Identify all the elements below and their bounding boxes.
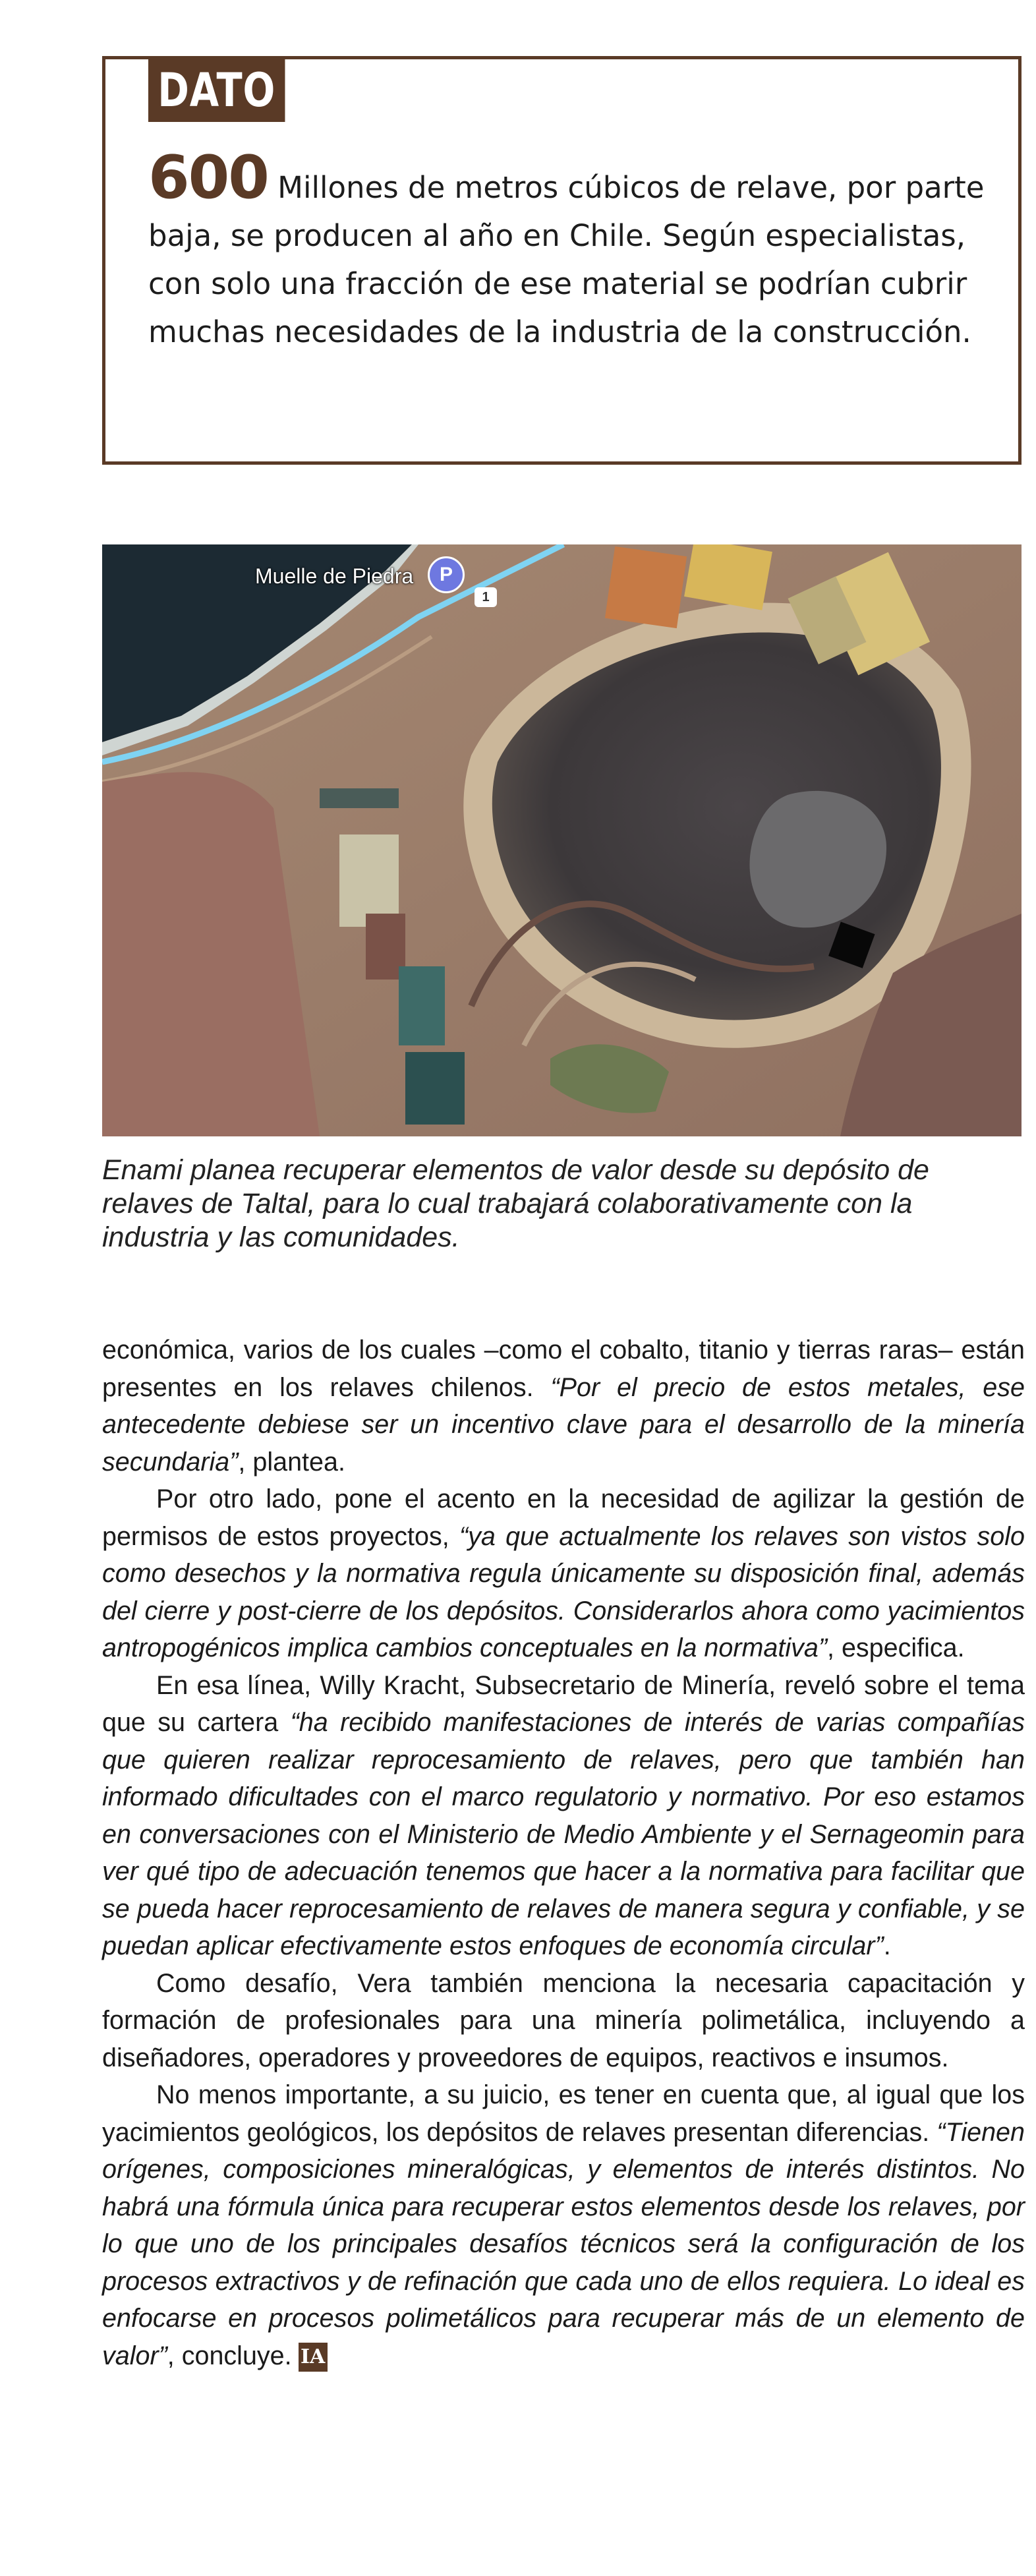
dato-box: [102, 56, 1022, 465]
parking-pin-icon[interactable]: P: [428, 556, 465, 593]
dato-description: Millones de metros cúbicos de relave, por parte baja, se producen al año en Chile. Según especialistas, con solo una fracción de ese material se podrían cubrir muchas necesidades de la industria de la construcción.: [148, 170, 985, 349]
paragraph-2: Por otro lado, pone el acento en la necesidad de agilizar la gestión de permisos de estos proyectos, “ya que actualmente los relaves son vistos solo como desechos y la normativa regula únicamente su disposición final, además del cierre y post-cierre de los depósitos. Considerarlos ahora como yacimientos antropogénicos implica cambios conceptuales en la normativa”, especifica.: [102, 1484, 1025, 1662]
satellite-image: [102, 544, 1022, 1136]
map-place-label: Muelle de Piedra: [255, 564, 414, 588]
dato-number: 600: [148, 143, 268, 212]
paragraph-1: económica, varios de los cuales –como el cobalto, titanio y tierras raras– están presentes en los relaves chilenos. “Por el precio de estos metales, ese antecedente debiese ser un incentivo clave para el desarrollo de la minería secundaria”, plantea.: [102, 1335, 1025, 1477]
quote: “Por el precio de estos metales, ese antecedente debiese ser un incentivo clave para el desarrollo de la minería secundaria”: [102, 1372, 1025, 1477]
quote: “ha recibido manifestaciones de interés de varias compañías que quieren realizar reprocesamiento de relaves, pero que también han informado dificultades con el marco regulatorio y normativo. Por eso estamos en conversaciones con el Ministerio de Medio Ambiente y el Sernageomin para ver qué tipo de adecuación tenemos que hacer a la normativa para facilitar que se pueda hacer reprocesamiento de relaves de manera segura y confiable, y se puedan aplicar efectivamente estos enfoques de economía circular”: [102, 1708, 1025, 1960]
quote: “ya que actualmente los relaves son vistos solo como desechos y la normativa regula únicamente su disposición final, además del cierre y post-cierre de los depósitos. Considerarlos ahora como yacimientos antropogénicos implica cambios conceptuales en la normativa”: [102, 1521, 1025, 1662]
paragraph-5: No menos importante, a su juicio, es tener en cuenta que, al igual que los yacimientos geológicos, los depósitos de relaves presentan diferencias. “Tienen orígenes, composiciones mineralógicas, y elementos de interés distintos. No habrá una fórmula única para recuperar estos elementos desde los relaves, por lo que uno de los principales desafíos técnicos será la configuración de los procesos extractivos y de refinación que cada uno de ellos requiera. Lo ideal es enfocarse en procesos polimetálicos para recuperar más de un elemento de valor”, concluye. IA: [102, 2076, 1025, 2374]
paragraph-4: Como desafío, Vera también menciona la necesaria capacitación y formación de profesionales para una minería polimetálica, incluyendo a diseñadores, operadores y proveedores de equipos, reactivos e insumos.: [102, 1968, 1025, 2072]
paragraph-3: En esa línea, Willy Kracht, Subsecretario de Minería, reveló sobre el tema que su cartera “ha recibido manifestaciones de interés de varias compañías que quieren realizar reprocesamiento de relaves, pero que también han informado dificultades con el marco regulatorio y normativo. Por eso estamos en conversaciones con el Ministerio de Medio Ambiente y el Sernageomin para ver qué tipo de adecuación tenemos que hacer a la normativa para facilitar que se pueda hacer reprocesamiento de relaves de manera segura y confiable, y se puedan aplicar efectivamente estos enfoques de economía circular”.: [102, 1670, 1025, 1960]
satellite-photo: [102, 544, 1022, 1136]
article-body: [102, 1332, 1025, 2374]
dato-text: [148, 143, 998, 356]
quote: “Tienen orígenes, composiciones mineralógicas, y elementos de interés distintos. No habrá una fórmula única para recuperar estos elementos desde los relaves, por lo que uno de los principales desafíos técnicos será la configuración de los procesos extractivos y de refinación que cada uno de ellos requiera. Lo ideal es enfocarse en procesos polimetálicos para recuperar más de un elemento de valor”: [102, 2117, 1025, 2370]
route-badge: 1: [475, 587, 497, 607]
end-logo-icon: IA: [299, 2343, 328, 2372]
dato-label: DATO: [148, 59, 285, 122]
orange-pond: [605, 546, 687, 628]
photo-caption: Enami planea recuperar elementos de valor desde su depósito de relaves de Taltal, para lo cual trabajará colaborativamente con la industria y las comunidades.: [102, 1154, 929, 1253]
